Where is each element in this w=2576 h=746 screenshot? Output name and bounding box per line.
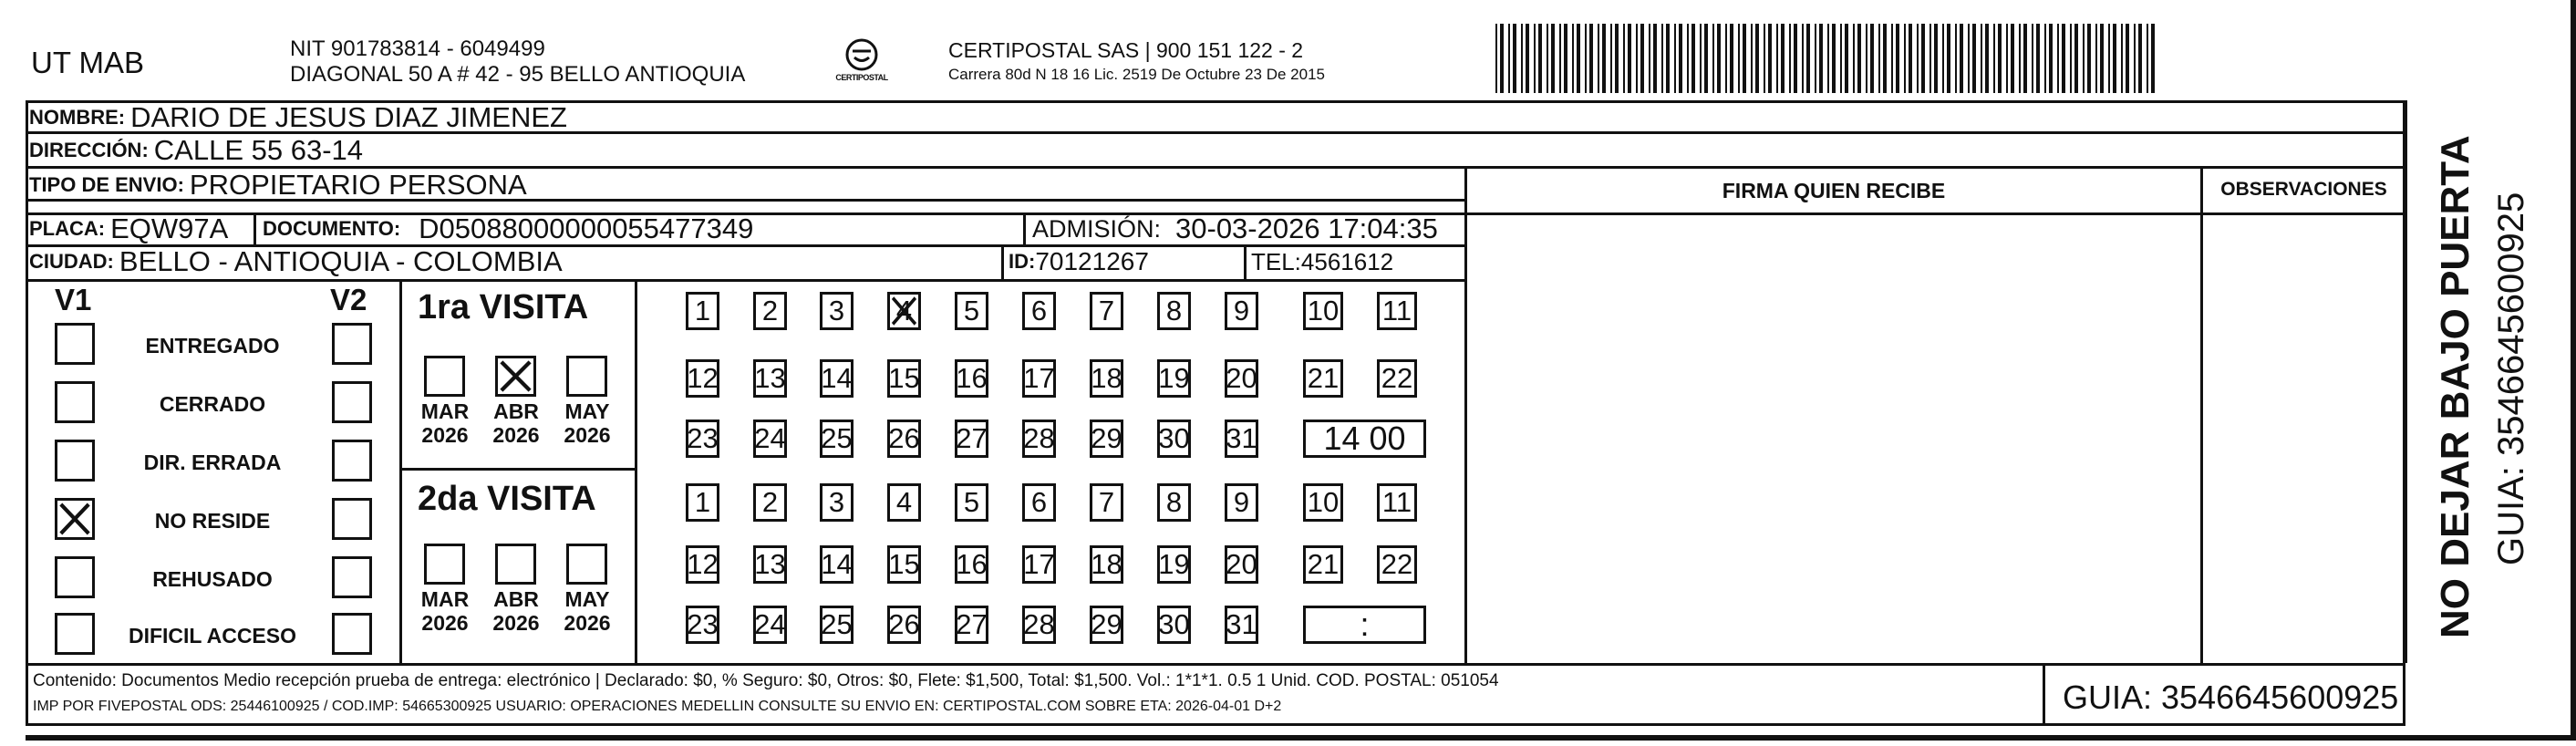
v1-checkbox[interactable] bbox=[55, 613, 95, 655]
v2-checkbox[interactable] bbox=[332, 440, 372, 482]
day-box[interactable]: 7 bbox=[1090, 292, 1123, 330]
ciudad-row bbox=[29, 246, 563, 277]
day-box[interactable]: 5 bbox=[955, 292, 988, 330]
v2-checkbox[interactable] bbox=[332, 323, 372, 365]
firma-header: FIRMA QUIEN RECIBE bbox=[1722, 179, 1946, 202]
day-box[interactable]: 28 bbox=[1022, 420, 1056, 458]
company-address: DIAGONAL 50 A # 42 - 95 BELLO ANTIOQUIA bbox=[290, 62, 746, 87]
day-box[interactable]: 5 bbox=[955, 483, 988, 522]
company-name: UT MAB bbox=[31, 46, 145, 79]
footer-guia: GUIA: 3546645600925 bbox=[2063, 679, 2399, 716]
day-box[interactable]: 7 bbox=[1090, 483, 1123, 522]
v2-label: V2 bbox=[330, 283, 367, 316]
day-box[interactable]: 12 bbox=[686, 545, 719, 584]
tel-label: TEL: bbox=[1251, 247, 1301, 275]
day-box[interactable]: 9 bbox=[1225, 292, 1258, 330]
status-label: DIFICIL ACCESO bbox=[128, 624, 296, 648]
certipostal-license: Carrera 80d N 18 16 Lic. 2519 De Octubre 23 De 2015 bbox=[948, 66, 1325, 83]
day-box[interactable]: 20 bbox=[1225, 545, 1258, 584]
day-box[interactable]: 18 bbox=[1090, 545, 1123, 584]
tipo-label: TIPO DE ENVIO: bbox=[29, 173, 184, 196]
day-box[interactable]: 11 bbox=[1377, 292, 1417, 330]
month-checkbox[interactable] bbox=[424, 356, 465, 397]
day-box[interactable]: 15 bbox=[887, 545, 921, 584]
month-checkbox[interactable] bbox=[495, 356, 536, 397]
v1-label: V1 bbox=[55, 283, 92, 316]
side-guia: GUIA: 3546645600925 bbox=[2491, 192, 2531, 565]
day-box[interactable]: 3 bbox=[820, 483, 853, 522]
day-box[interactable]: 31 bbox=[1225, 420, 1258, 458]
day-box[interactable]: 11 bbox=[1377, 483, 1417, 522]
ciudad-label: CIUDAD: bbox=[29, 250, 114, 273]
day-box[interactable]: 21 bbox=[1303, 359, 1343, 398]
id-row bbox=[1009, 246, 1149, 277]
day-box[interactable]: 25 bbox=[820, 606, 853, 644]
admision-row bbox=[1032, 213, 1438, 244]
v2-checkbox[interactable] bbox=[332, 498, 372, 540]
status-label: REHUSADO bbox=[152, 567, 273, 591]
status-label: CERRADO bbox=[159, 392, 266, 416]
day-box[interactable]: 23 bbox=[686, 420, 719, 458]
id-value: 70121267 bbox=[1035, 247, 1149, 275]
placa-row bbox=[29, 213, 228, 244]
v2-checkbox[interactable] bbox=[332, 556, 372, 598]
day-box[interactable]: 20 bbox=[1225, 359, 1258, 398]
status-label: NO RESIDE bbox=[154, 509, 271, 533]
day-box[interactable]: 21 bbox=[1303, 545, 1343, 584]
v1-checkbox[interactable] bbox=[55, 556, 95, 598]
nombre-value: DARIO DE JESUS DIAZ JIMENEZ bbox=[130, 101, 567, 133]
day-box[interactable]: 4 bbox=[887, 483, 921, 522]
day-box[interactable]: 31 bbox=[1225, 606, 1258, 644]
day-box[interactable]: 1 bbox=[686, 483, 719, 522]
day-box[interactable]: 13 bbox=[753, 545, 787, 584]
direccion-label: DIRECCIÓN: bbox=[29, 139, 149, 161]
day-box[interactable]: 13 bbox=[753, 359, 787, 398]
day-box[interactable]: 30 bbox=[1157, 420, 1191, 458]
day-box[interactable]: 2 bbox=[753, 292, 787, 330]
nombre-label: NOMBRE: bbox=[29, 106, 126, 129]
direccion-value: CALLE 55 63-14 bbox=[153, 134, 363, 166]
day-box[interactable]: 28 bbox=[1022, 606, 1056, 644]
status-label: ENTREGADO bbox=[145, 334, 280, 357]
day-box[interactable]: 8 bbox=[1157, 292, 1191, 330]
day-box[interactable]: 30 bbox=[1157, 606, 1191, 644]
day-box[interactable]: 10 bbox=[1303, 292, 1343, 330]
documento-row bbox=[263, 213, 753, 244]
documento-label: DOCUMENTO: bbox=[263, 217, 401, 240]
month-label: MAR 2026 bbox=[420, 587, 470, 635]
day-box[interactable]: 27 bbox=[955, 606, 988, 644]
day-box[interactable]: 29 bbox=[1090, 606, 1123, 644]
day-box[interactable]: 1 bbox=[686, 292, 719, 330]
ciudad-value: BELLO - ANTIOQUIA - COLOMBIA bbox=[119, 245, 563, 277]
month-checkbox[interactable] bbox=[566, 356, 607, 397]
visit1-title: 1ra VISITA bbox=[418, 288, 589, 326]
day-box[interactable]: 9 bbox=[1225, 483, 1258, 522]
status-label: DIR. ERRADA bbox=[143, 451, 282, 474]
day-box[interactable]: 22 bbox=[1377, 545, 1417, 584]
v1-checkbox[interactable] bbox=[55, 440, 95, 482]
day-box[interactable]: 2 bbox=[753, 483, 787, 522]
v2-checkbox[interactable] bbox=[332, 613, 372, 655]
id-label: ID: bbox=[1009, 250, 1036, 273]
day-box[interactable]: 14 bbox=[820, 359, 853, 398]
admision-label: ADMISIÓN: bbox=[1032, 214, 1162, 243]
day-box[interactable]: 16 bbox=[955, 545, 988, 584]
v2-checkbox[interactable] bbox=[332, 381, 372, 423]
day-box[interactable]: 26 bbox=[887, 420, 921, 458]
footer-line1: Contenido: Documentos Medio recepción prueba de entrega: electrónico | Declarado: $0, % Seguro: $0, Otros: $0, Flete: $1,500, Total: $1,500. Vol.: 1*1*1. 0.5 1 Unid. COD. POSTAL: 051054 bbox=[33, 671, 1499, 690]
admision-value: 30-03-2026 17:04:35 bbox=[1175, 212, 1438, 244]
tel-value: 4561612 bbox=[1300, 247, 1394, 275]
company-nit: NIT 901783814 - 6049499 bbox=[290, 36, 545, 61]
day-box[interactable]: 23 bbox=[686, 606, 719, 644]
day-box[interactable]: 4 bbox=[887, 292, 921, 330]
day-box[interactable]: 25 bbox=[820, 420, 853, 458]
day-box[interactable]: 18 bbox=[1090, 359, 1123, 398]
barcode bbox=[1495, 24, 2161, 93]
month-label: ABR 2026 bbox=[492, 399, 540, 447]
tipo-value: PROPIETARIO PERSONA bbox=[189, 169, 527, 201]
month-checkbox[interactable] bbox=[566, 544, 607, 585]
v1-checkbox[interactable] bbox=[55, 323, 95, 365]
placa-label: PLACA: bbox=[29, 217, 106, 240]
day-box[interactable]: 14 bbox=[820, 545, 853, 584]
v1-checkbox[interactable] bbox=[55, 498, 95, 540]
tel-row bbox=[1251, 246, 1393, 277]
month-checkbox[interactable] bbox=[424, 544, 465, 585]
month-label: ABR 2026 bbox=[492, 587, 540, 635]
month-checkbox[interactable] bbox=[495, 544, 536, 585]
placa-value: EQW97A bbox=[110, 212, 229, 244]
day-box[interactable]: 17 bbox=[1022, 359, 1056, 398]
day-box[interactable]: 27 bbox=[955, 420, 988, 458]
month-label: MAY 2026 bbox=[564, 587, 611, 635]
day-box[interactable]: 3 bbox=[820, 292, 853, 330]
day-box[interactable]: 10 bbox=[1303, 483, 1343, 522]
month-label: MAR 2026 bbox=[420, 399, 470, 447]
day-box[interactable]: 17 bbox=[1022, 545, 1056, 584]
day-box[interactable]: 19 bbox=[1157, 359, 1191, 398]
nombre-row bbox=[29, 102, 567, 133]
documento-value: D05088000000055477349 bbox=[419, 212, 754, 244]
certipostal-logo bbox=[830, 36, 894, 91]
day-box[interactable]: 24 bbox=[753, 606, 787, 644]
time-box[interactable]: : bbox=[1303, 606, 1426, 644]
day-box[interactable]: 26 bbox=[887, 606, 921, 644]
footer-line2: IMP POR FIVEPOSTAL ODS: 25446100925 / COD.IMP: 54665300925 USUARIO: OPERACIONES MEDELLIN CONSULTE SU ENVIO EN: CERTIPOSTAL.COM SOBRE ETA: 2026-04-01 D+2 bbox=[33, 699, 1282, 714]
day-box[interactable]: 6 bbox=[1022, 483, 1056, 522]
logo-text: CERTIPOSTAL bbox=[835, 73, 888, 82]
certipostal-name: CERTIPOSTAL SAS | 900 151 122 - 2 bbox=[948, 38, 1304, 62]
day-box[interactable]: 16 bbox=[955, 359, 988, 398]
day-box[interactable]: 8 bbox=[1157, 483, 1191, 522]
observaciones-header: OBSERVACIONES bbox=[2220, 179, 2387, 200]
day-box[interactable]: 6 bbox=[1022, 292, 1056, 330]
day-box[interactable]: 15 bbox=[887, 359, 921, 398]
v1-checkbox[interactable] bbox=[55, 381, 95, 423]
side-warning: NO DEJAR BAJO PUERTA bbox=[2433, 135, 2478, 638]
visit2-title: 2da VISITA bbox=[418, 480, 596, 518]
month-label: MAY 2026 bbox=[564, 399, 611, 447]
time-box[interactable]: 14 00 bbox=[1303, 420, 1426, 458]
day-box[interactable]: 24 bbox=[753, 420, 787, 458]
day-box[interactable]: 12 bbox=[686, 359, 719, 398]
tipo-row bbox=[29, 170, 527, 201]
day-box[interactable]: 29 bbox=[1090, 420, 1123, 458]
day-box[interactable]: 19 bbox=[1157, 545, 1191, 584]
day-box[interactable]: 22 bbox=[1377, 359, 1417, 398]
direccion-row bbox=[29, 135, 363, 166]
